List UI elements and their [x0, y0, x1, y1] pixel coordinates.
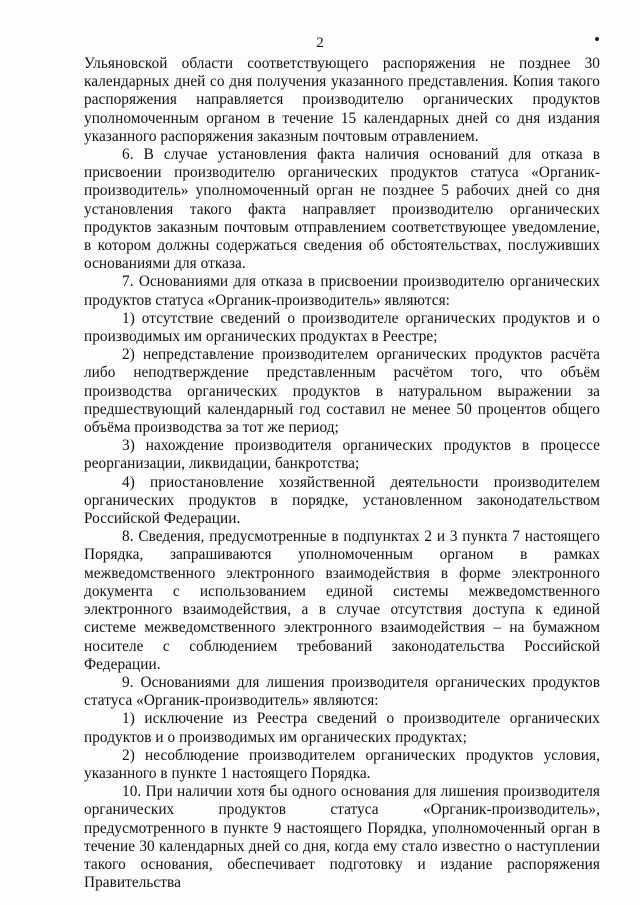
document-body: [84, 55, 600, 892]
paragraph-7-refusal-grounds: 7. Основаниями для отказа в присвоении производителю органических продуктов статуса «Органик-производитель» являются:: [84, 273, 600, 309]
paragraph-9-item-2: 2) несоблюдение производителем органических продуктов условия, указанного в пункте 1 настоящего Порядка.: [84, 746, 600, 782]
paragraph-continuation: Ульяновской области соответствующего распоряжения не позднее 30 календарных дней со дня получения указанного представления. Копия такого распоряжения направляется производителю органических продуктов уполномоченным органом в течение 15 календарных дней со дня издания указанного распоряжения заказным почтовым отравлением.: [84, 55, 600, 145]
paragraph-10-deprivation-procedure: 10. При наличии хотя бы одного основания для лишения производителя органических продуктов статуса «Органик-производитель», предусмотренного в пункте 9 настоящего Порядка, уполномоченный орган в течение 30 календарных дней со дня, когда ему стало известно о наступлении такого основания, обеспечивает подготовку и издание распоряжения Правительства: [84, 783, 600, 892]
paragraph-7-item-3: 3) нахождение производителя органических продуктов в процессе реорганизации, ликвидации, банкротства;: [84, 437, 600, 473]
paragraph-9-deprivation-grounds: 9. Основаниями для лишения производителя органических продуктов статуса «Органик-производитель» являются:: [84, 673, 600, 710]
paragraph-7-item-4: 4) приостановление хозяйственной деятельности производителем органических продуктов в порядке, установленном законодательством Российской Федерации.: [84, 473, 600, 528]
paragraph-7-item-2: 2) непредставление производителем органических продуктов расчёта либо неподтверждение представленным расчётом того, что объём производства органических продуктов в натуральном выражении за предшествующий календарный год составил не менее 50 процентов общего объёма производства за тот же период;: [84, 346, 600, 437]
paragraph-6-refusal-notice: 6. В случае установления факта наличия оснований для отказа в присвоении производителю органических продуктов статуса «Органик-производитель» уполномоченный орган не позднее 5 рабочих дней со дня установления такого факта направляет производителю органических продуктов заказным почтовым отправлением соответствующее уведомление, в котором должны содержаться сведения об обстоятельствах, послуживших основаниями для отказа.: [84, 146, 600, 273]
paragraph-7-item-1: 1) отсутствие сведений о производителе органических продуктов и о производимых им органических продуктах в Реестре;: [84, 309, 600, 346]
paragraph-8-interagency-requests: 8. Сведения, предусмотренные в подпунктах 2 и 3 пункта 7 настоящего Порядка, запрашиваются уполномоченным органом в рамках межведомственного электронного взаимодействия в форме электронного документа с использованием единой системы межведомственного электронного взаимодействия, а в случае отсутствия доступа к единой системе межведомственного электронного взаимодействия – на бумажном носителе с соблюдением требований законодательства Российской Федерации.: [84, 528, 600, 673]
scan-artifact-dot: [595, 37, 599, 41]
paragraph-9-item-1: 1) исключение из Реестра сведений о производителе органических продуктов и о производимых им органических продуктах;: [84, 710, 600, 746]
page-number: 2: [316, 35, 324, 51]
